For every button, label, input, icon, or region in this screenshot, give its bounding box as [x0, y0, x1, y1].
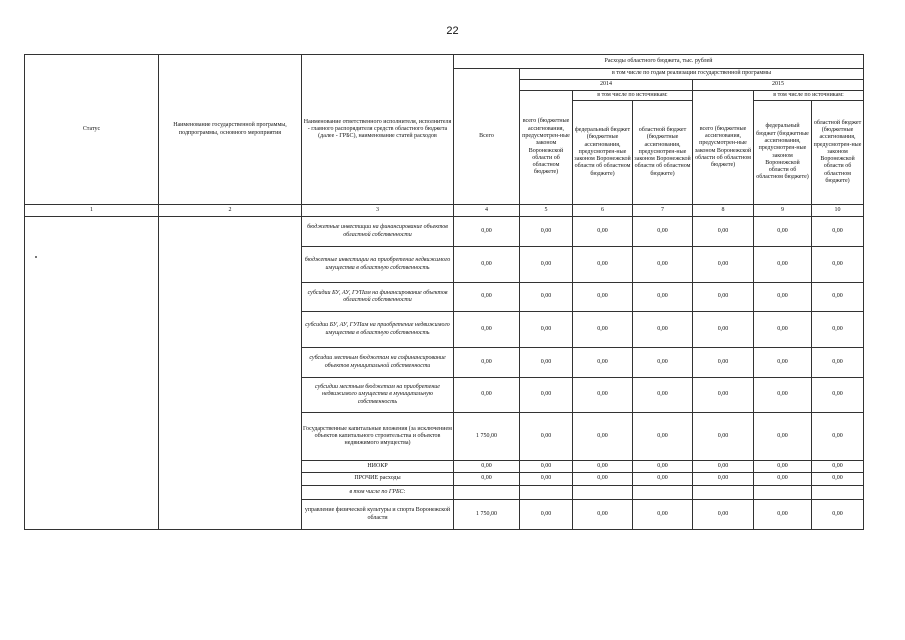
column-number: 8 [693, 205, 754, 217]
value-2015-federal: 0,00 [754, 461, 812, 473]
value-2015-total: 0,00 [693, 283, 754, 312]
value-2015-regional: 0,00 [812, 500, 864, 530]
header-2014-regional: областной бюджет (бюджетные ассигнования, предусмотрен-ные законом Воронежской области об областном бюджете) [633, 101, 693, 205]
header-2015-regional: областной бюджет (бюджетные ассигнования, предусмотрен-ные законом Воронежской области об областном бюджете) [812, 101, 864, 205]
value-2014-regional: 0,00 [633, 217, 693, 247]
value-total: 0,00 [454, 283, 520, 312]
header-2015-by-sources: в том числе по источникам: [754, 91, 864, 101]
column-number: 5 [520, 205, 573, 217]
value-2015-total: 0,00 [693, 500, 754, 530]
header-program-name: Наименование государственной программы, подпрограммы, основного мероприятия [159, 55, 302, 205]
header-2014-total: всего (бюджетные ассигнования, предусмотрен-ные законом Воронежской области об областном бюджете) [520, 91, 573, 205]
value-total: 0,00 [454, 312, 520, 348]
column-number: 10 [812, 205, 864, 217]
value-2015-total: 0,00 [693, 378, 754, 413]
expense-item-label: субсидии местным бюджетам на софинансирование объектов муниципальной собственности [302, 348, 454, 378]
value-2015-total: 0,00 [693, 247, 754, 283]
header-year-2015: 2015 [693, 80, 864, 91]
value-2014-regional: 0,00 [633, 500, 693, 530]
empty-cell [633, 486, 693, 500]
value-total: 0,00 [454, 378, 520, 413]
empty-cell [520, 486, 573, 500]
value-2014-federal: 0,00 [573, 461, 633, 473]
header-2014-by-sources: в том числе по источникам: [573, 91, 693, 101]
value-2015-regional: 0,00 [812, 312, 864, 348]
value-2014-total: 0,00 [520, 500, 573, 530]
value-2014-federal: 0,00 [573, 283, 633, 312]
expense-item-label: субсидии БУ, АУ, ГУПам на финансирование объектов областной собственности [302, 283, 454, 312]
value-2014-total: 0,00 [520, 413, 573, 461]
value-2015-federal: 0,00 [754, 348, 812, 378]
value-2014-federal: 0,00 [573, 348, 633, 378]
value-2014-total: 0,00 [520, 247, 573, 283]
header-year-2014: 2014 [520, 80, 693, 91]
header-executor: Наименование ответственного исполнителя, исполнителя - главного распорядителя средств областного бюджета (далее - ГРБС), наименование статей расходов [302, 55, 454, 205]
status-cell [25, 217, 159, 530]
empty-cell [454, 486, 520, 500]
value-2015-federal: 0,00 [754, 312, 812, 348]
header-expenses: Расходы областного бюджета, тыс. рублей [454, 55, 864, 69]
header-2014-federal: федеральный бюджет (бюджетные ассигнования, предусмотрен-ные законом Воронежской области об областном бюджете) [573, 101, 633, 205]
header-total: Всего [454, 69, 520, 205]
value-2015-regional: 0,00 [812, 461, 864, 473]
value-2014-regional: 0,00 [633, 283, 693, 312]
value-2014-federal: 0,00 [573, 473, 633, 486]
value-2015-total: 0,00 [693, 348, 754, 378]
value-2014-regional: 0,00 [633, 312, 693, 348]
empty-cell [754, 486, 812, 500]
column-number: 9 [754, 205, 812, 217]
column-number: 1 [25, 205, 159, 217]
value-2014-regional: 0,00 [633, 247, 693, 283]
value-2015-federal: 0,00 [754, 413, 812, 461]
empty-cell [812, 486, 864, 500]
value-2015-total: 0,00 [693, 217, 754, 247]
value-2014-federal: 0,00 [573, 217, 633, 247]
value-2014-regional: 0,00 [633, 413, 693, 461]
value-2015-federal: 0,00 [754, 283, 812, 312]
value-2014-federal: 0,00 [573, 247, 633, 283]
header-status: Статус [25, 55, 159, 205]
value-total: 0,00 [454, 217, 520, 247]
expense-item-label: Государственные капитальные вложения (за исключением объектов капитального строительства и объектов недвижимого имущества) [302, 413, 454, 461]
column-number: 6 [573, 205, 633, 217]
value-2015-regional: 0,00 [812, 378, 864, 413]
value-2014-regional: 0,00 [633, 461, 693, 473]
value-total: 0,00 [454, 247, 520, 283]
header-by-years: в том числе по годам реализации государственной программы [520, 69, 864, 80]
value-total: 1 750,00 [454, 413, 520, 461]
value-2014-federal: 0,00 [573, 413, 633, 461]
expense-item-label: субсидии БУ, АУ, ГУПам на приобретение недвижимого имущества в областную собственность [302, 312, 454, 348]
value-2015-federal: 0,00 [754, 500, 812, 530]
value-2015-total: 0,00 [693, 413, 754, 461]
empty-cell [573, 486, 633, 500]
value-2015-regional: 0,00 [812, 348, 864, 378]
value-2015-regional: 0,00 [812, 283, 864, 312]
value-2014-federal: 0,00 [573, 500, 633, 530]
program-name-cell [159, 217, 302, 530]
value-2015-federal: 0,00 [754, 473, 812, 486]
value-total: 0,00 [454, 348, 520, 378]
budget-table [24, 54, 864, 530]
value-2015-federal: 0,00 [754, 378, 812, 413]
expense-item-label: НИОКР [302, 461, 454, 473]
value-2014-total: 0,00 [520, 473, 573, 486]
value-2015-regional: 0,00 [812, 413, 864, 461]
expense-item-label: ПРОЧИЕ расходы [302, 473, 454, 486]
empty-cell [693, 486, 754, 500]
value-2015-total: 0,00 [693, 312, 754, 348]
value-total: 0,00 [454, 473, 520, 486]
value-2015-regional: 0,00 [812, 217, 864, 247]
column-number: 2 [159, 205, 302, 217]
value-2014-regional: 0,00 [633, 348, 693, 378]
column-number: 7 [633, 205, 693, 217]
value-2014-total: 0,00 [520, 461, 573, 473]
value-2015-federal: 0,00 [754, 247, 812, 283]
value-2015-regional: 0,00 [812, 247, 864, 283]
expense-item-label: бюджетные инвестиции на финансирование объектов областной собственности [302, 217, 454, 247]
value-total: 0,00 [454, 461, 520, 473]
grbs-subheader: в том числе по ГРБС: [302, 486, 454, 500]
column-number: 4 [454, 205, 520, 217]
expense-item-label: субсидии местным бюджетам на приобретение недвижимого имущества в муниципальную собственность [302, 378, 454, 413]
value-2014-federal: 0,00 [573, 312, 633, 348]
header-2015-federal: федеральный бюджет (бюджетные ассигнования, предусмотрен-ные законом Воронежской области об областном бюджете) [754, 101, 812, 205]
expense-item-label: бюджетные инвестиции на приобретение недвижимого имущества в областную собственность [302, 247, 454, 283]
value-2014-total: 0,00 [520, 283, 573, 312]
header-2015-total: всего (бюджетные ассигнования, предусмотрен-ные законом Воронежской области об областном бюджете) [693, 91, 754, 205]
value-2014-total: 0,00 [520, 348, 573, 378]
value-2015-total: 0,00 [693, 461, 754, 473]
value-2014-regional: 0,00 [633, 473, 693, 486]
value-total: 1 750,00 [454, 500, 520, 530]
value-2015-federal: 0,00 [754, 217, 812, 247]
page-number: 22 [446, 25, 459, 37]
value-2015-regional: 0,00 [812, 473, 864, 486]
value-2014-total: 0,00 [520, 378, 573, 413]
expense-item-label: управление физической культуры и спорта Воронежской области [302, 500, 454, 530]
value-2014-regional: 0,00 [633, 378, 693, 413]
column-number: 3 [302, 205, 454, 217]
value-2014-total: 0,00 [520, 217, 573, 247]
value-2014-total: 0,00 [520, 312, 573, 348]
value-2015-total: 0,00 [693, 473, 754, 486]
value-2014-federal: 0,00 [573, 378, 633, 413]
